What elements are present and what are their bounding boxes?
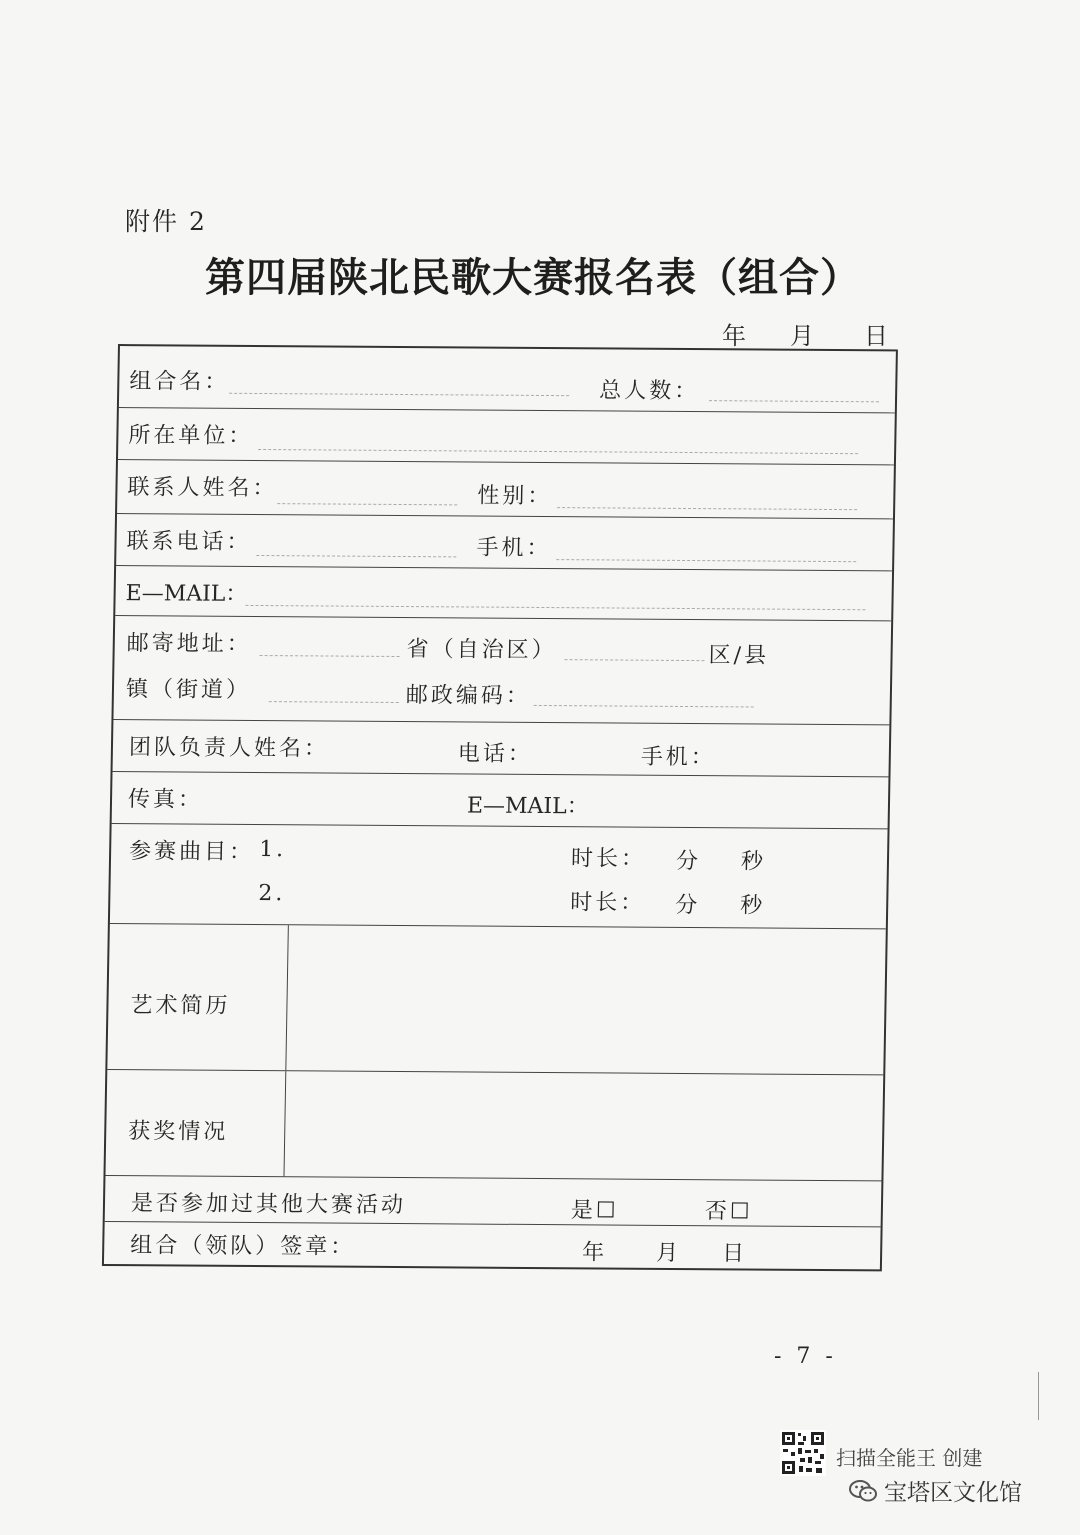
row-signature [104, 1222, 881, 1273]
mobile-label: 手机： [476, 535, 552, 562]
town-label: 镇（街道） [125, 677, 252, 703]
unit-field[interactable] [258, 449, 858, 454]
awards-label: 获奖情况 [128, 1119, 229, 1145]
song2-number: 2. [258, 881, 286, 907]
art-resume-field[interactable] [287, 925, 885, 1074]
song1-number: 1. [258, 837, 287, 863]
attachment-label: 附件 2 [125, 207, 207, 236]
contact-name-label: 联系人姓名： [127, 475, 278, 502]
row-unit [118, 408, 895, 465]
qr-code-icon [780, 1430, 826, 1476]
registration-form [102, 344, 898, 1271]
page-title: 第四届陕北民歌大赛报名表（组合） [205, 254, 861, 301]
scan-edge-mark [1038, 1372, 1039, 1420]
postcode-field[interactable] [534, 705, 754, 708]
email-field[interactable] [245, 605, 865, 610]
email-label: E—MAIL： [125, 581, 248, 607]
awards-field[interactable] [285, 1071, 883, 1180]
province-label: 省（自治区） [406, 637, 557, 664]
songs-label: 参赛曲目： [128, 839, 255, 865]
total-people-field[interactable] [709, 400, 879, 402]
row-group-name [119, 346, 896, 413]
contact-phone-field[interactable] [256, 555, 456, 557]
district-field[interactable] [564, 659, 704, 661]
row-awards [105, 1070, 883, 1181]
watermark-text: 宝塔区文化馆 [884, 1480, 1022, 1506]
email2-label: E—MAIL： [466, 793, 589, 820]
unit-label: 所在单位： [128, 423, 254, 449]
leader-name-label: 团队负责人姓名： [128, 735, 330, 762]
row-leader [113, 720, 890, 777]
row-songs [110, 824, 888, 929]
row-art-resume [107, 924, 885, 1075]
signature-year-label: 年 [581, 1240, 608, 1266]
leader-phone-label: 电话： [457, 741, 534, 767]
page-number: - 7 - [774, 1344, 837, 1369]
town-field[interactable] [269, 701, 399, 703]
yes-checkbox[interactable]: 是☐ [570, 1198, 619, 1224]
other-contests-label: 是否参加过其他大赛活动 [130, 1191, 407, 1219]
signature-day-label: 日 [721, 1241, 748, 1267]
signature-month-label: 月 [655, 1240, 682, 1267]
song1-seconds-label: 秒 [740, 849, 767, 875]
leader-mobile-label: 手机： [640, 744, 717, 771]
row-other-contests [105, 1176, 882, 1227]
row-fax [112, 772, 889, 829]
signature-label: 组合（领队）签章： [130, 1233, 356, 1260]
mobile-field[interactable] [556, 559, 856, 562]
song2-seconds-label: 秒 [739, 893, 766, 919]
song2-minutes-label: 分 [674, 892, 701, 919]
postcode-label: 邮政编码： [405, 683, 532, 709]
song2-duration-label: 时长： [570, 890, 646, 916]
date-year-label: 年 [722, 322, 746, 350]
gender-field[interactable] [557, 507, 857, 510]
row-contact-name [117, 460, 894, 519]
gender-label: 性别： [477, 483, 553, 510]
row-contact-phone [116, 514, 893, 571]
no-checkbox[interactable]: 否☐ [704, 1199, 753, 1225]
contact-name-field[interactable] [277, 503, 457, 505]
date-month-label: 月 [790, 322, 814, 350]
scanner-credit: 扫描全能王 创建 [836, 1446, 983, 1470]
district-label: 区/县 [708, 643, 770, 669]
row-address [113, 616, 891, 725]
group-name-field[interactable] [229, 393, 569, 396]
total-people-label: 总人数： [598, 378, 700, 405]
contact-phone-label: 联系电话： [126, 529, 252, 555]
row-email [115, 566, 892, 621]
wechat-icon [848, 1478, 878, 1504]
address-label: 邮寄地址： [126, 631, 252, 657]
fax-label: 传真： [127, 787, 204, 813]
date-day-label: 日 [864, 322, 888, 350]
province-field[interactable] [260, 655, 400, 657]
song1-duration-label: 时长： [570, 846, 647, 872]
art-resume-label: 艺术简历 [130, 993, 231, 1019]
group-name-label: 组合名： [129, 369, 230, 395]
song1-minutes-label: 分 [675, 848, 702, 875]
